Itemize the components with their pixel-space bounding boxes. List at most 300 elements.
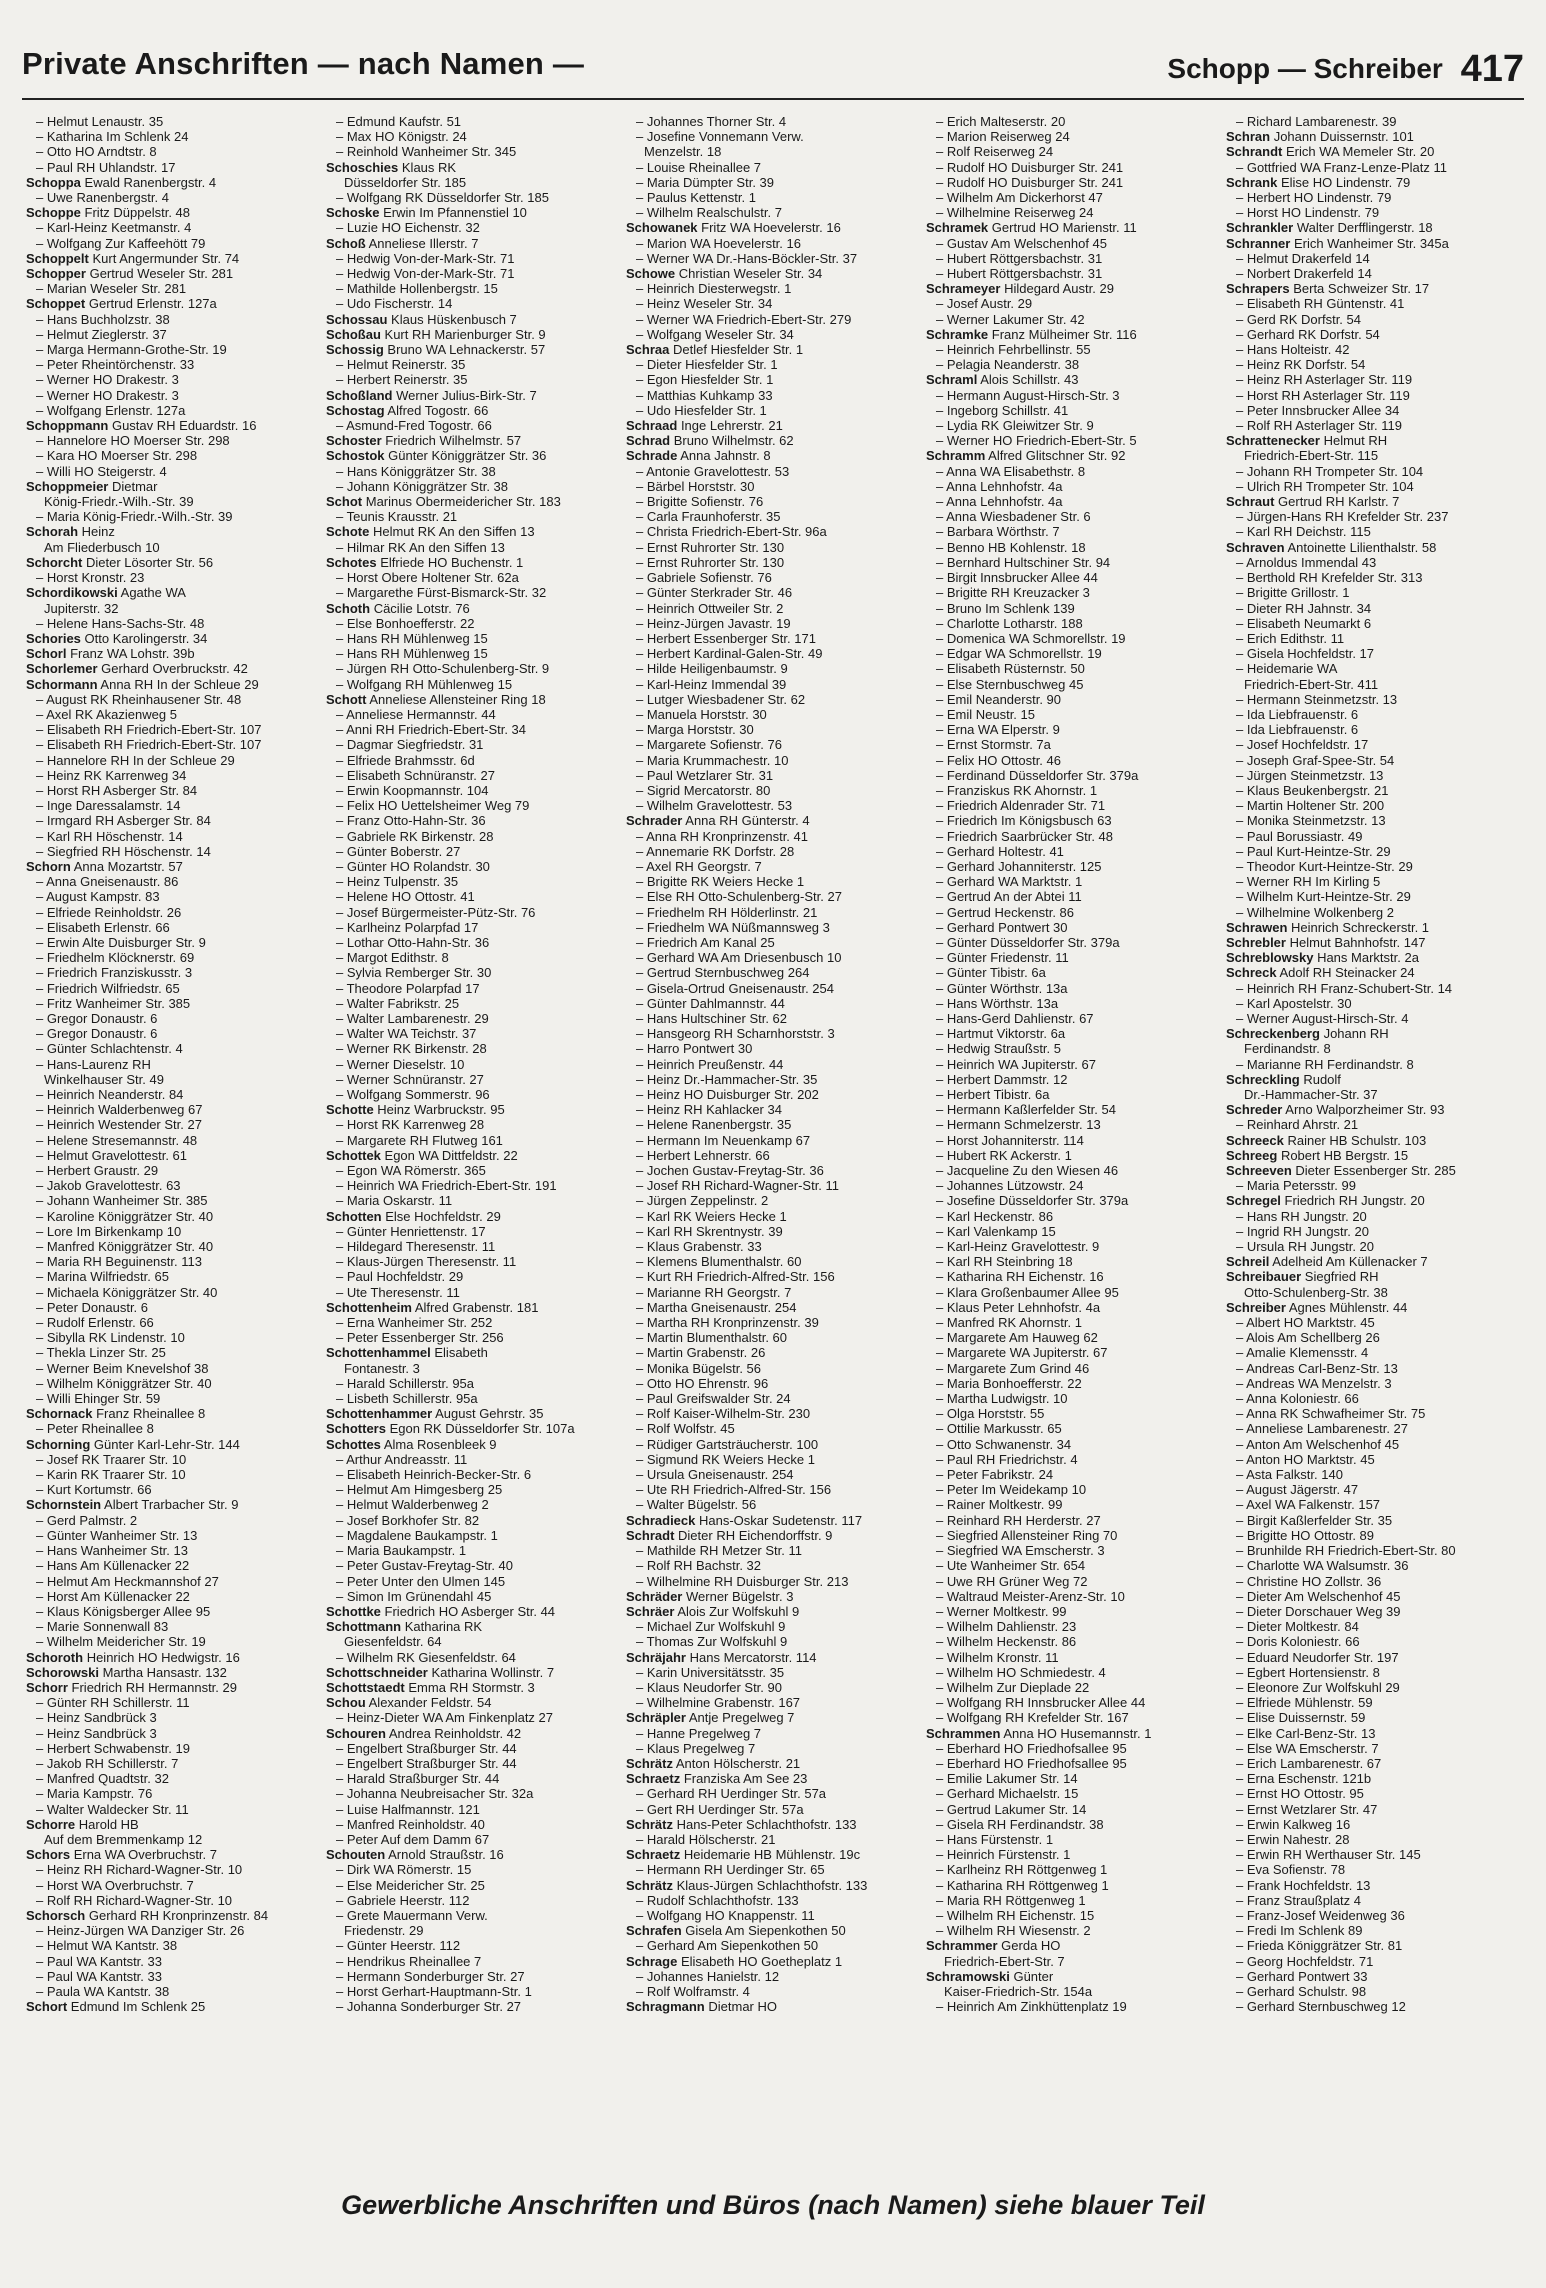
surname-entry — [326, 1604, 618, 1619]
person-entry — [926, 1300, 1218, 1315]
entry-text: August RK Rheinhausener Str. 48 — [46, 691, 242, 707]
surname: Schraml — [926, 372, 978, 388]
entry-text: Anna RH Günterstr. 4 — [685, 813, 810, 829]
person-entry — [326, 631, 618, 646]
person-entry — [326, 144, 618, 159]
entry-text: Siegfried RH Höschenstr. 14 — [46, 843, 211, 859]
surname: Schorre — [26, 1816, 76, 1832]
entry-text: Antoinette Lilienthalstr. 58 — [1287, 539, 1437, 555]
entry-text: Martha Hansastr. 132 — [102, 1664, 227, 1680]
person-entry — [926, 905, 1218, 920]
person-entry — [326, 1908, 618, 1923]
entry-text: Otto HO Ehrenstr. 96 — [646, 1375, 769, 1391]
person-entry — [626, 1269, 918, 1284]
dash-marker: – — [336, 980, 347, 996]
entry-text: Dieter Dorschauer Weg 39 — [1246, 1603, 1401, 1619]
person-entry — [26, 1224, 318, 1239]
surname: Schorn — [26, 858, 71, 874]
entry-text: Margarete Sofienstr. 76 — [646, 737, 782, 753]
dash-marker: – — [1236, 1375, 1247, 1391]
surname: Schort — [26, 1999, 68, 2015]
person-entry — [626, 965, 918, 980]
dash-marker: – — [936, 1847, 947, 1863]
dash-marker: – — [336, 1801, 347, 1817]
entry-text: Gerhard Sternbuschweg 12 — [1246, 1999, 1406, 2015]
entry-text: Heinz Sandbrück 3 — [46, 1725, 157, 1741]
person-entry — [626, 1057, 918, 1072]
person-entry — [1226, 464, 1518, 479]
surname: Schreder — [1226, 1102, 1283, 1118]
dash-marker: – — [36, 1269, 47, 1285]
entry-text: Günter Sterkrader Str. 46 — [646, 585, 793, 601]
dash-marker: – — [1236, 1345, 1247, 1361]
dash-marker: – — [636, 250, 647, 266]
person-entry — [26, 1117, 318, 1132]
entry-text: Helmut Am Himgesberg 25 — [346, 1482, 503, 1498]
dash-marker: – — [1236, 630, 1247, 646]
dash-marker: – — [336, 1512, 347, 1528]
entry-text: Hubert RK Ackerstr. 1 — [946, 1147, 1072, 1163]
dash-marker: – — [636, 478, 647, 494]
entry-text: Teunis Krausstr. 21 — [346, 509, 458, 525]
person-entry — [326, 540, 618, 555]
person-entry — [26, 1938, 318, 1953]
entry-text: Helmut Drakerfeld 14 — [1246, 250, 1370, 266]
entry-text: Maria RH Beguinenstr. 113 — [46, 1254, 202, 1270]
person-entry — [926, 1315, 1218, 1330]
entry-text: Lothar Otto-Hahn-Str. 36 — [346, 934, 490, 950]
dash-marker: – — [36, 874, 47, 890]
person-entry — [626, 190, 918, 205]
person-entry — [326, 813, 618, 828]
dash-marker: – — [636, 1071, 647, 1087]
entry-text: Hermann Im Neuenkamp 67 — [646, 1132, 811, 1148]
entry-text: Uwe Ranenbergstr. 4 — [46, 190, 169, 206]
surname: Schradieck — [626, 1512, 696, 1528]
entry-text: Hedwig Straußstr. 5 — [946, 1041, 1061, 1057]
entry-text: Elke Carl-Benz-Str. 13 — [1246, 1725, 1376, 1741]
surname: Schrade — [626, 448, 678, 464]
surname-entry — [326, 1300, 618, 1315]
dash-marker: – — [936, 418, 947, 434]
entry-text: Manfred Reinholdstr. 40 — [346, 1816, 485, 1832]
person-entry — [926, 783, 1218, 798]
dash-marker: – — [936, 1056, 947, 1072]
entry-text: Hans-Laurenz RH — [46, 1056, 151, 1072]
dash-marker: – — [636, 1041, 647, 1057]
entry-text: Horst Johanniterstr. 114 — [946, 1132, 1084, 1148]
entry-text: Jakob RH Schillerstr. 7 — [46, 1755, 179, 1771]
person-entry — [326, 1650, 618, 1665]
dash-marker: – — [36, 843, 47, 859]
surname: Schrage — [626, 1953, 678, 1969]
dash-marker: – — [936, 1999, 947, 2015]
dash-marker: – — [936, 828, 947, 844]
dash-marker: – — [936, 1497, 947, 1513]
dash-marker: – — [36, 402, 47, 418]
dash-marker: – — [36, 1299, 47, 1315]
person-entry — [326, 251, 618, 266]
entry-text: Friedhelm WA Nüßmannsweg 3 — [646, 919, 830, 935]
person-entry — [926, 1285, 1218, 1300]
dash-marker: – — [336, 570, 347, 586]
person-entry — [26, 1467, 318, 1482]
person-entry — [26, 1193, 318, 1208]
person-entry — [626, 585, 918, 600]
person-entry — [26, 950, 318, 965]
surname-entry — [1226, 1133, 1518, 1148]
surname-entry — [26, 1406, 318, 1421]
entry-text: Helmut Gravelottestr. 61 — [46, 1147, 188, 1163]
entry-text: Engelbert Straßburger Str. 44 — [346, 1740, 517, 1756]
entry-text: Jacqueline Zu den Wiesen 46 — [946, 1163, 1119, 1179]
surname-entry — [326, 1102, 618, 1117]
person-entry — [1226, 707, 1518, 722]
person-entry — [326, 844, 618, 859]
surname: Schotten — [326, 1208, 382, 1224]
dash-marker: – — [636, 980, 647, 996]
dash-marker: – — [636, 1968, 647, 1984]
person-entry — [1226, 1832, 1518, 1847]
entry-text: Gerhard RH Kronprinzenstr. 84 — [88, 1907, 269, 1923]
person-entry — [926, 1421, 1218, 1436]
person-entry — [1226, 585, 1518, 600]
entry-text: Hubert Röttgersbachstr. 31 — [946, 250, 1103, 266]
entry-text: Dietmar HO — [708, 1999, 777, 2015]
dash-marker: – — [36, 463, 47, 479]
person-entry — [326, 464, 618, 479]
dash-marker: – — [336, 1269, 347, 1285]
dash-marker: – — [36, 1087, 47, 1102]
surname-entry — [1226, 1269, 1518, 1284]
dash-marker: – — [936, 433, 947, 449]
surname: Schoßau — [326, 326, 381, 342]
address-continuation: Friedenstr. 29 — [344, 1923, 424, 1939]
entry-text: Emil Neanderstr. 90 — [946, 691, 1062, 707]
person-entry — [1226, 1634, 1518, 1649]
entry-text: Anna RH Kronprinzenstr. 41 — [646, 828, 808, 844]
person-entry — [326, 1710, 618, 1725]
entry-text: Friedrich RH Hermannstr. 29 — [71, 1679, 237, 1695]
entry-text: Elisabeth Rüsternstr. 50 — [946, 661, 1085, 677]
entry-text: Heinrich HO Hedwigstr. 16 — [86, 1649, 240, 1665]
entry-text: Josef Austr. 29 — [946, 296, 1033, 312]
dash-marker: – — [1236, 296, 1247, 312]
surname: Schräer — [626, 1603, 675, 1619]
person-entry — [326, 1467, 618, 1482]
entry-text: Albert Trarbacher Str. 9 — [104, 1497, 239, 1513]
dash-marker: – — [1236, 1391, 1247, 1407]
surname: Schrader — [626, 813, 683, 829]
entry-text: Friedhelm Klöcknerstr. 69 — [46, 950, 195, 966]
entry-text: Detlef Hiesfelder Str. 1 — [673, 342, 804, 358]
surname-entry — [326, 494, 618, 509]
surname-entry — [926, 448, 1218, 463]
dash-marker: – — [936, 1375, 947, 1391]
dash-marker: – — [1236, 1771, 1247, 1787]
dash-marker: – — [636, 1497, 647, 1513]
dash-marker: – — [1236, 570, 1247, 586]
dash-marker: – — [1236, 1634, 1247, 1650]
entry-text: Ernst HO Ottostr. 95 — [1246, 1786, 1364, 1802]
dash-marker: – — [1236, 357, 1247, 373]
person-entry — [326, 1285, 618, 1300]
entry-text: Erna Eschenstr. 121b — [1246, 1771, 1372, 1787]
entry-text: Walter Fabrikstr. 25 — [346, 995, 460, 1011]
person-entry — [326, 1391, 618, 1406]
dash-marker: – — [636, 1467, 647, 1483]
entry-text: Hans Königgrätzer Str. 38 — [346, 463, 496, 479]
person-entry — [1226, 372, 1518, 387]
surname-entry — [26, 1847, 318, 1862]
dash-marker: – — [636, 1010, 647, 1026]
dash-marker: – — [936, 1102, 947, 1118]
dash-marker: – — [336, 585, 347, 601]
dash-marker: – — [936, 144, 947, 160]
person-entry — [626, 798, 918, 813]
person-entry — [626, 1163, 918, 1178]
entry-text: Heinrich Diesterwegstr. 1 — [646, 281, 792, 297]
dash-marker: – — [936, 661, 947, 677]
entry-text: Hermann Sonderburger Str. 27 — [346, 1968, 525, 1984]
entry-text: Bernhard Hultschiner Str. 94 — [946, 554, 1111, 570]
entry-text: Wilhelm Dahlienstr. 23 — [946, 1619, 1077, 1635]
entry-text: Klaus RK — [401, 159, 457, 175]
dash-marker: – — [636, 1254, 647, 1270]
dash-marker: – — [336, 1968, 347, 1984]
person-entry — [1226, 1847, 1518, 1862]
dash-marker: – — [1236, 1877, 1247, 1893]
person-entry — [326, 418, 618, 433]
entry-text: Eberhard HO Friedhofsallee 95 — [946, 1755, 1127, 1771]
dash-marker: – — [936, 1679, 947, 1695]
person-entry — [926, 889, 1218, 904]
person-entry — [1226, 1984, 1518, 1999]
person-entry — [926, 1497, 1218, 1512]
surname: Schoß — [326, 235, 366, 251]
entry-text: Martha Ludwigstr. 10 — [946, 1391, 1068, 1407]
entry-text: Reinhold Wanheimer Str. 345 — [346, 144, 517, 160]
dash-marker: – — [636, 554, 647, 570]
dash-marker: – — [36, 220, 47, 236]
dash-marker: – — [636, 1315, 647, 1331]
entry-text: Katharina RH Röttgenweg 1 — [946, 1877, 1109, 1893]
dash-marker: – — [1236, 1847, 1247, 1863]
entry-text: Brigitte Sofienstr. 76 — [646, 494, 764, 510]
person-entry — [926, 707, 1218, 722]
person-entry — [1226, 1437, 1518, 1452]
entry-text: Dirk WA Römerstr. 15 — [346, 1862, 472, 1878]
address-continuation: Otto-Schulenberg-Str. 38 — [1244, 1284, 1388, 1300]
entry-text: Berta Schweizer Str. 17 — [1293, 281, 1430, 297]
person-entry — [926, 1923, 1218, 1938]
entry-text: Gregor Donaustr. 6 — [46, 1026, 158, 1042]
entry-text: Herbert Reinerstr. 35 — [346, 372, 468, 388]
entry-text: Jochen Gustav-Freytag-Str. 36 — [646, 1163, 824, 1179]
person-entry — [1226, 737, 1518, 752]
dash-marker: – — [636, 706, 647, 722]
person-entry — [26, 737, 318, 752]
person-entry — [626, 509, 918, 524]
dash-marker: – — [636, 722, 647, 738]
entry-text: Paul Hochfeldstr. 29 — [346, 1269, 464, 1285]
dash-marker: – — [336, 752, 347, 768]
person-entry — [26, 829, 318, 844]
person-entry — [626, 1072, 918, 1087]
entry-text: Martha RH Kronprinzenstr. 39 — [646, 1315, 819, 1331]
dash-marker: – — [336, 858, 347, 874]
surname-entry — [626, 813, 918, 828]
person-entry — [326, 296, 618, 311]
person-entry — [26, 372, 318, 387]
entry-text: Gertrud An der Abtei 11 — [946, 889, 1082, 905]
entry-text: Monika Steinmetzstr. 13 — [1246, 813, 1386, 829]
person-entry — [1226, 1376, 1518, 1391]
entry-text: Egbert Hortensienstr. 8 — [1246, 1664, 1380, 1680]
person-entry — [1226, 1786, 1518, 1801]
entry-text: Gabriele Heerstr. 112 — [346, 1892, 470, 1908]
dash-marker: – — [636, 843, 647, 859]
entry-text: Josef Bürgermeister-Pütz-Str. 76 — [346, 904, 536, 920]
entry-text: Brigitte RK Weiers Hecke 1 — [646, 874, 805, 890]
entry-text: Hermann Kaßlerfelder Str. 54 — [946, 1102, 1116, 1118]
person-entry — [926, 1543, 1218, 1558]
person-entry — [326, 1330, 618, 1345]
surname-entry — [626, 1604, 918, 1619]
surname-entry — [26, 555, 318, 570]
person-entry — [626, 479, 918, 494]
entry-text: Walter Lambarenestr. 29 — [346, 1010, 489, 1026]
person-entry — [326, 357, 618, 372]
entry-text: Helene Hans-Sachs-Str. 48 — [46, 615, 205, 631]
dash-marker: – — [36, 1710, 47, 1726]
entry-text: Paul Greifswalder Str. 24 — [646, 1391, 791, 1407]
surname-entry — [626, 220, 918, 235]
person-entry — [326, 1376, 618, 1391]
person-entry — [1226, 357, 1518, 372]
person-entry — [626, 753, 918, 768]
person-entry — [1226, 1817, 1518, 1832]
person-entry — [926, 631, 1218, 646]
entry-text: Wilhelm Kronstr. 11 — [946, 1649, 1059, 1665]
person-entry — [326, 965, 618, 980]
entry-text: Wilhelmine Grabenstr. 167 — [646, 1695, 801, 1711]
person-entry — [626, 1665, 918, 1680]
person-entry — [626, 859, 918, 874]
entry-text: Margarete Zum Grind 46 — [946, 1360, 1090, 1376]
entry-text: Maria RH Röttgenweg 1 — [946, 1892, 1086, 1908]
surname: Schreeven — [1226, 1163, 1292, 1179]
dash-marker: – — [36, 767, 47, 783]
entry-text: Josef RH Richard-Wagner-Str. 11 — [646, 1178, 840, 1194]
dash-marker: – — [1236, 1315, 1247, 1331]
person-entry — [1226, 601, 1518, 616]
dash-marker: – — [1236, 889, 1247, 905]
dash-marker: – — [336, 934, 347, 950]
person-entry — [626, 357, 918, 372]
entry-text: Paul WA Kantstr. 33 — [46, 1953, 162, 1969]
surname: Schrammer — [926, 1938, 998, 1954]
dash-marker: – — [636, 1436, 647, 1452]
person-entry — [626, 1330, 918, 1345]
entry-text: Heinrich Westender Str. 27 — [46, 1117, 202, 1133]
entry-text: Paul Wetzlarer Str. 31 — [646, 767, 774, 783]
person-entry — [326, 920, 618, 935]
dash-marker: – — [936, 1178, 947, 1194]
person-entry — [926, 524, 1218, 539]
entry-text: Erna WA Elperstr. 9 — [946, 722, 1060, 738]
dash-marker: – — [1236, 1725, 1247, 1741]
entry-text: Lore Im Birkenkamp 10 — [46, 1223, 182, 1239]
entry-text: Ewald Ranenbergstr. 4 — [84, 174, 217, 190]
person-entry — [26, 312, 318, 327]
surname: Schreckling — [1226, 1071, 1300, 1087]
dash-marker: – — [936, 1831, 947, 1847]
person-entry — [1226, 1604, 1518, 1619]
person-entry — [926, 1878, 1218, 1893]
surname-entry — [1226, 1254, 1518, 1269]
surname: Schouten — [326, 1847, 386, 1863]
entry-text: Erwin Koopmannstr. 104 — [346, 782, 489, 798]
dash-marker: – — [936, 250, 947, 266]
entry-text: Johanna Neubreisacher Str. 32a — [346, 1786, 534, 1802]
surname: Schrebler — [1226, 934, 1286, 950]
person-entry — [26, 327, 318, 342]
dash-marker: – — [1236, 874, 1247, 890]
entry-text: August Kampstr. 83 — [46, 889, 160, 905]
person-entry — [1226, 388, 1518, 403]
dash-marker: – — [336, 889, 347, 905]
dash-marker: – — [336, 615, 347, 631]
surname: Schotte — [326, 1102, 374, 1118]
entry-text: Ingrid RH Jungstr. 20 — [1246, 1223, 1369, 1239]
entry-text: Friedhelm RH Hölderlinstr. 21 — [646, 904, 818, 920]
dash-marker: – — [336, 1375, 347, 1391]
person-entry — [26, 1133, 318, 1148]
entry-text: Rolf RH Richard-Wagner-Str. 10 — [46, 1892, 233, 1908]
entry-text: Maria Oskarstr. 11 — [346, 1193, 453, 1209]
person-entry — [1226, 1391, 1518, 1406]
person-entry — [626, 1239, 918, 1254]
person-entry — [926, 175, 1218, 190]
surname-entry — [26, 1680, 318, 1695]
person-entry — [326, 1938, 618, 1953]
dash-marker: – — [336, 1588, 347, 1604]
surname-entry — [326, 1345, 618, 1360]
entry-text: Heinrich WA Jupiterstr. 67 — [946, 1056, 1096, 1072]
entry-text: Irmgard RH Asberger Str. 84 — [46, 813, 211, 829]
surname-entry — [1226, 965, 1518, 980]
dash-marker: – — [36, 1330, 47, 1346]
entry-text: Wilhelm Königgrätzer Str. 40 — [46, 1375, 212, 1391]
dash-marker: – — [36, 114, 47, 129]
entry-text: Alexander Feldstr. 54 — [368, 1695, 492, 1711]
dash-marker: – — [36, 737, 47, 753]
dash-marker: – — [936, 554, 947, 570]
dash-marker: – — [1236, 311, 1247, 327]
entry-text: Peter Donaustr. 6 — [46, 1299, 149, 1315]
entry-text: Maria Dümpter Str. 39 — [646, 174, 774, 190]
entry-text: Wolfgang RH Innsbrucker Allee 44 — [946, 1695, 1146, 1711]
entry-text: Gertrud Lakumer Str. 14 — [946, 1801, 1087, 1817]
dash-marker: – — [936, 1451, 947, 1467]
dash-marker: – — [1236, 1178, 1247, 1194]
surname: Schrameyer — [926, 281, 1001, 297]
entry-text: Antonie Gravelottestr. 53 — [646, 463, 790, 479]
person-entry — [26, 403, 318, 418]
dash-marker: – — [36, 1603, 47, 1619]
entry-text: Werner Schnüranstr. 27 — [346, 1071, 484, 1087]
